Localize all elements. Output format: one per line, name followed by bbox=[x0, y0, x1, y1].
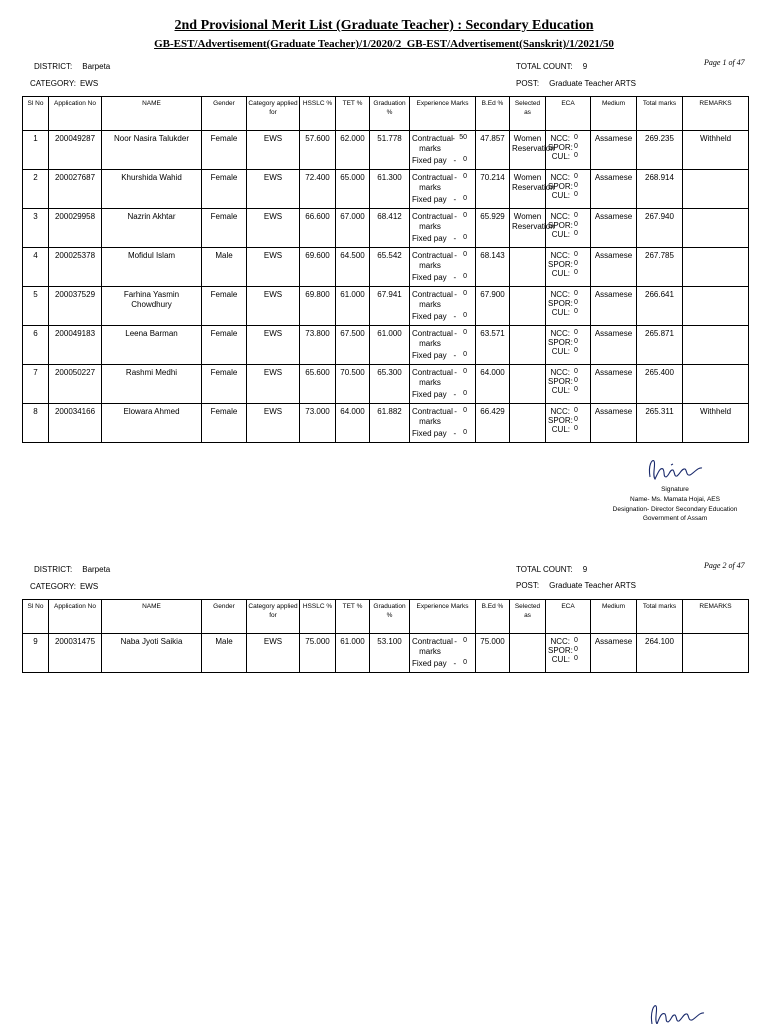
selected-as bbox=[510, 365, 546, 404]
experience-marks: Contractual marks - 0 Fixed pay - 0 bbox=[410, 248, 476, 287]
selected-as bbox=[510, 326, 546, 365]
hsslc-percent: 65.600 bbox=[300, 365, 336, 404]
application-number: 200049183 bbox=[49, 326, 102, 365]
spor-value: 0 bbox=[574, 143, 578, 151]
medium: Assamese bbox=[591, 634, 637, 673]
medium: Assamese bbox=[591, 248, 637, 287]
ncc-label: NCC: bbox=[550, 407, 570, 416]
gender: Female bbox=[202, 209, 247, 248]
experience-marks: Contractual marks - 0 Fixed pay - 0 bbox=[410, 170, 476, 209]
column-header: Total marks bbox=[637, 97, 683, 131]
medium: Assamese bbox=[591, 287, 637, 326]
contractual-value: 50 bbox=[459, 134, 467, 141]
bed-percent: 65.929 bbox=[476, 209, 510, 248]
category-line-p2: CATEGORY: EWS bbox=[30, 582, 99, 591]
hsslc-percent: 73.000 bbox=[300, 404, 336, 443]
spor-label: SPOR: bbox=[548, 143, 573, 153]
bed-percent: 67.900 bbox=[476, 287, 510, 326]
page-number-p1: Page 1 of 47 bbox=[704, 58, 745, 67]
signatory-name: Name- Ms. Mamata Hojai, AES bbox=[630, 495, 720, 503]
remarks bbox=[683, 365, 749, 404]
cul-value: 0 bbox=[574, 191, 578, 199]
ncc-label: NCC: bbox=[550, 173, 570, 182]
fixed-pay-value: 0 bbox=[463, 312, 467, 319]
experience-marks: Contractual marks - 0 Fixed pay - 0 bbox=[410, 634, 476, 673]
bed-percent: 64.000 bbox=[476, 365, 510, 404]
district-line-p1: DISTRICT: Barpeta bbox=[34, 62, 111, 71]
column-header: TET % bbox=[336, 97, 370, 131]
fixed-pay-label: Fixed pay bbox=[412, 659, 447, 668]
column-header: Application No bbox=[49, 600, 102, 634]
column-header: Sl No bbox=[23, 97, 49, 131]
contractual-label: Contractual marks bbox=[412, 329, 453, 348]
eca-marks bbox=[546, 131, 591, 170]
application-number: 200031475 bbox=[49, 634, 102, 673]
signatory-designation: Designation- Director Secondary Education bbox=[612, 505, 738, 513]
selected-as bbox=[510, 404, 546, 443]
total-marks: 265.871 bbox=[637, 326, 683, 365]
column-header: TET % bbox=[336, 600, 370, 634]
spor-value: 0 bbox=[574, 338, 578, 346]
ncc-value: 0 bbox=[574, 407, 578, 414]
spor-value: 0 bbox=[574, 377, 578, 385]
cul-label: CUL: bbox=[551, 347, 570, 357]
category: EWS bbox=[247, 170, 300, 209]
ncc-label: NCC: bbox=[550, 251, 570, 260]
spor-value: 0 bbox=[574, 416, 578, 424]
hsslc-percent: 75.000 bbox=[300, 634, 336, 673]
table-row bbox=[23, 404, 749, 443]
merit-table-page1 bbox=[22, 96, 749, 443]
gender: Female bbox=[202, 326, 247, 365]
serial-number: 2 bbox=[23, 170, 49, 209]
serial-number: 8 bbox=[23, 404, 49, 443]
column-header: REMARKS bbox=[683, 97, 749, 131]
total-marks: 266.641 bbox=[637, 287, 683, 326]
candidate-name: Farhina Yasmin Chowdhury bbox=[102, 287, 202, 326]
category: EWS bbox=[247, 404, 300, 443]
application-number: 200050227 bbox=[49, 365, 102, 404]
fixed-pay-label: Fixed pay bbox=[412, 312, 447, 321]
column-header: Graduation % bbox=[370, 97, 410, 131]
medium: Assamese bbox=[591, 404, 637, 443]
graduation-percent: 65.542 bbox=[370, 248, 410, 287]
column-header: Selected as bbox=[510, 97, 546, 131]
cul-label: CUL: bbox=[551, 269, 570, 279]
contractual-value: 0 bbox=[463, 212, 467, 219]
fixed-pay-label: Fixed pay bbox=[412, 234, 447, 243]
column-header: Gender bbox=[202, 600, 247, 634]
table-row bbox=[23, 287, 749, 326]
ncc-value: 0 bbox=[574, 368, 578, 375]
selected-as: Women Reservation bbox=[510, 170, 546, 209]
fixed-pay-value: 0 bbox=[463, 390, 467, 397]
candidate-name: Khurshida Wahid bbox=[102, 170, 202, 209]
ncc-value: 0 bbox=[574, 329, 578, 336]
candidate-name: Naba Jyoti Saikia bbox=[102, 634, 202, 673]
cul-value: 0 bbox=[574, 425, 578, 433]
selected-as bbox=[510, 287, 546, 326]
candidate-name: Elowara Ahmed bbox=[102, 404, 202, 443]
application-number: 200037529 bbox=[49, 287, 102, 326]
medium: Assamese bbox=[591, 365, 637, 404]
gender: Male bbox=[202, 248, 247, 287]
eca-marks bbox=[546, 248, 591, 287]
candidate-name: Noor Nasira Talukder bbox=[102, 131, 202, 170]
signature-label: Signature bbox=[661, 486, 689, 493]
graduation-percent: 65.300 bbox=[370, 365, 410, 404]
candidate-name: Nazrin Akhtar bbox=[102, 209, 202, 248]
spor-value: 0 bbox=[574, 646, 578, 654]
total-marks: 264.100 bbox=[637, 634, 683, 673]
bed-percent: 66.429 bbox=[476, 404, 510, 443]
table-row bbox=[23, 170, 749, 209]
gender: Female bbox=[202, 365, 247, 404]
remarks bbox=[683, 170, 749, 209]
column-header: Gender bbox=[202, 97, 247, 131]
eca-marks bbox=[546, 209, 591, 248]
spor-label: SPOR: bbox=[548, 299, 573, 309]
remarks bbox=[683, 287, 749, 326]
cul-value: 0 bbox=[574, 269, 578, 277]
graduation-percent: 61.882 bbox=[370, 404, 410, 443]
tet-percent: 64.000 bbox=[336, 404, 370, 443]
category: EWS bbox=[247, 326, 300, 365]
column-header: Experience Marks bbox=[410, 600, 476, 634]
eca-marks bbox=[546, 404, 591, 443]
cul-label: CUL: bbox=[551, 191, 570, 201]
column-header: Category applied for bbox=[247, 600, 300, 634]
contractual-value: 0 bbox=[463, 368, 467, 375]
remarks bbox=[683, 248, 749, 287]
column-header: HSSLC % bbox=[300, 600, 336, 634]
column-header: Sl No bbox=[23, 600, 49, 634]
tet-percent: 65.000 bbox=[336, 170, 370, 209]
hsslc-percent: 72.400 bbox=[300, 170, 336, 209]
hsslc-percent: 69.600 bbox=[300, 248, 336, 287]
ncc-value: 0 bbox=[574, 173, 578, 180]
hsslc-percent: 57.600 bbox=[300, 131, 336, 170]
remarks bbox=[683, 634, 749, 673]
application-number: 200025378 bbox=[49, 248, 102, 287]
bed-percent: 63.571 bbox=[476, 326, 510, 365]
cul-value: 0 bbox=[574, 230, 578, 238]
column-header: Graduation % bbox=[370, 600, 410, 634]
application-number: 200034166 bbox=[49, 404, 102, 443]
fixed-pay-value: 0 bbox=[463, 351, 467, 358]
fixed-pay-value: 0 bbox=[463, 195, 467, 202]
candidate-name: Mofidul Islam bbox=[102, 248, 202, 287]
total-count-p2: TOTAL COUNT: 9 bbox=[516, 565, 588, 574]
ncc-value: 0 bbox=[574, 251, 578, 258]
cul-label: CUL: bbox=[551, 152, 570, 162]
selected-as: Women Reservation bbox=[510, 209, 546, 248]
tet-percent: 64.500 bbox=[336, 248, 370, 287]
hsslc-percent: 73.800 bbox=[300, 326, 336, 365]
category: EWS bbox=[247, 634, 300, 673]
gender: Female bbox=[202, 170, 247, 209]
cul-label: CUL: bbox=[551, 386, 570, 396]
cul-value: 0 bbox=[574, 308, 578, 316]
column-header: B.Ed % bbox=[476, 600, 510, 634]
total-marks: 267.785 bbox=[637, 248, 683, 287]
candidate-name: Leena Barman bbox=[102, 326, 202, 365]
category: EWS bbox=[247, 287, 300, 326]
selected-as bbox=[510, 248, 546, 287]
contractual-label: Contractual marks bbox=[412, 134, 453, 153]
fixed-pay-value: 0 bbox=[463, 234, 467, 241]
table-row bbox=[23, 634, 749, 673]
advertisement-reference: GB-EST/Advertisement(Graduate Teacher)/1/2020/2_GB-EST/Advertisement(Sanskrit)/1/2021/50 bbox=[154, 38, 614, 50]
contractual-value: 0 bbox=[463, 407, 467, 414]
column-header: ECA bbox=[546, 600, 591, 634]
category: EWS bbox=[247, 365, 300, 404]
merit-list-title: 2nd Provisional Merit List (Graduate Teacher) : Secondary Education bbox=[174, 18, 594, 33]
bed-percent: 47.857 bbox=[476, 131, 510, 170]
experience-marks: Contractual marks - 0 Fixed pay - 0 bbox=[410, 404, 476, 443]
cul-value: 0 bbox=[574, 655, 578, 663]
spor-value: 0 bbox=[574, 221, 578, 229]
ncc-value: 0 bbox=[574, 637, 578, 644]
column-header: Category applied for bbox=[247, 97, 300, 131]
spor-label: SPOR: bbox=[548, 260, 573, 270]
tet-percent: 62.000 bbox=[336, 131, 370, 170]
experience-marks: Contractual marks - 0 Fixed pay - 0 bbox=[410, 365, 476, 404]
column-header: Selected as bbox=[510, 600, 546, 634]
contractual-label: Contractual marks bbox=[412, 251, 453, 270]
bed-percent: 70.214 bbox=[476, 170, 510, 209]
signatory-organization: Government of Assam bbox=[642, 515, 708, 523]
fixed-pay-label: Fixed pay bbox=[412, 390, 447, 399]
graduation-percent: 53.100 bbox=[370, 634, 410, 673]
experience-marks: Contractual marks - 0 Fixed pay - 0 bbox=[410, 287, 476, 326]
contractual-label: Contractual marks bbox=[412, 637, 453, 656]
medium: Assamese bbox=[591, 131, 637, 170]
fixed-pay-label: Fixed pay bbox=[412, 195, 447, 204]
total-marks: 267.940 bbox=[637, 209, 683, 248]
cul-label: CUL: bbox=[551, 425, 570, 435]
serial-number: 6 bbox=[23, 326, 49, 365]
merit-table-page2 bbox=[22, 599, 749, 673]
cul-label: CUL: bbox=[551, 308, 570, 318]
spor-value: 0 bbox=[574, 182, 578, 190]
signature-mark-bottom-icon bbox=[640, 996, 720, 1024]
total-marks: 265.311 bbox=[637, 404, 683, 443]
contractual-value: 0 bbox=[463, 251, 467, 258]
post-line-p1: POST: Graduate Teacher ARTS bbox=[516, 79, 636, 88]
total-marks: 268.914 bbox=[637, 170, 683, 209]
remarks bbox=[683, 326, 749, 365]
spor-label: SPOR: bbox=[548, 646, 573, 656]
cul-value: 0 bbox=[574, 152, 578, 160]
serial-number: 9 bbox=[23, 634, 49, 673]
cul-label: CUL: bbox=[551, 655, 570, 665]
serial-number: 5 bbox=[23, 287, 49, 326]
signature-block bbox=[590, 455, 760, 524]
signature-mark-icon bbox=[630, 455, 720, 485]
bed-percent: 75.000 bbox=[476, 634, 510, 673]
tet-percent: 67.500 bbox=[336, 326, 370, 365]
column-header: Total marks bbox=[637, 600, 683, 634]
column-header: NAME bbox=[102, 600, 202, 634]
contractual-label: Contractual marks bbox=[412, 212, 453, 231]
cul-label: CUL: bbox=[551, 230, 570, 240]
ncc-label: NCC: bbox=[550, 134, 570, 143]
table-row bbox=[23, 248, 749, 287]
table-row bbox=[23, 365, 749, 404]
fixed-pay-value: 0 bbox=[463, 273, 467, 280]
column-header: Medium bbox=[591, 97, 637, 131]
spor-label: SPOR: bbox=[548, 377, 573, 387]
remarks: Withheld bbox=[683, 131, 749, 170]
application-number: 200029958 bbox=[49, 209, 102, 248]
table-row bbox=[23, 326, 749, 365]
selected-as: Women Reservation bbox=[510, 131, 546, 170]
category-line-p1: CATEGORY: EWS bbox=[30, 79, 99, 88]
ncc-value: 0 bbox=[574, 212, 578, 219]
eca-marks bbox=[546, 326, 591, 365]
eca-marks bbox=[546, 170, 591, 209]
eca-marks bbox=[546, 634, 591, 673]
contractual-label: Contractual marks bbox=[412, 407, 453, 426]
column-header: REMARKS bbox=[683, 600, 749, 634]
total-marks: 269.235 bbox=[637, 131, 683, 170]
remarks bbox=[683, 209, 749, 248]
column-header: Experience Marks bbox=[410, 97, 476, 131]
ncc-label: NCC: bbox=[550, 290, 570, 299]
graduation-percent: 61.300 bbox=[370, 170, 410, 209]
spor-value: 0 bbox=[574, 260, 578, 268]
eca-marks bbox=[546, 287, 591, 326]
bed-percent: 68.143 bbox=[476, 248, 510, 287]
eca-marks bbox=[546, 365, 591, 404]
column-header: NAME bbox=[102, 97, 202, 131]
ncc-label: NCC: bbox=[550, 212, 570, 221]
tet-percent: 70.500 bbox=[336, 365, 370, 404]
serial-number: 3 bbox=[23, 209, 49, 248]
graduation-percent: 51.778 bbox=[370, 131, 410, 170]
fixed-pay-value: 0 bbox=[463, 156, 467, 163]
selected-as bbox=[510, 634, 546, 673]
contractual-value: 0 bbox=[463, 173, 467, 180]
category: EWS bbox=[247, 248, 300, 287]
tet-percent: 61.000 bbox=[336, 287, 370, 326]
contractual-label: Contractual marks bbox=[412, 290, 453, 309]
contractual-value: 0 bbox=[463, 329, 467, 336]
cul-value: 0 bbox=[574, 347, 578, 355]
contractual-value: 0 bbox=[463, 637, 467, 644]
contractual-label: Contractual marks bbox=[412, 173, 453, 192]
tet-percent: 67.000 bbox=[336, 209, 370, 248]
hsslc-percent: 69.800 bbox=[300, 287, 336, 326]
fixed-pay-label: Fixed pay bbox=[412, 156, 447, 165]
cul-value: 0 bbox=[574, 386, 578, 394]
candidate-name: Rashmi Medhi bbox=[102, 365, 202, 404]
spor-label: SPOR: bbox=[548, 182, 573, 192]
fixed-pay-value: 0 bbox=[463, 659, 467, 666]
remarks: Withheld bbox=[683, 404, 749, 443]
ncc-label: NCC: bbox=[550, 368, 570, 377]
gender: Female bbox=[202, 287, 247, 326]
serial-number: 4 bbox=[23, 248, 49, 287]
contractual-label: Contractual marks bbox=[412, 368, 453, 387]
column-header: Application No bbox=[49, 97, 102, 131]
district-line-p2: DISTRICT: Barpeta bbox=[34, 565, 111, 574]
spor-value: 0 bbox=[574, 299, 578, 307]
hsslc-percent: 66.600 bbox=[300, 209, 336, 248]
column-header: HSSLC % bbox=[300, 97, 336, 131]
category: EWS bbox=[247, 209, 300, 248]
spor-label: SPOR: bbox=[548, 221, 573, 231]
graduation-percent: 61.000 bbox=[370, 326, 410, 365]
total-marks: 265.400 bbox=[637, 365, 683, 404]
page-number-p2: Page 2 of 47 bbox=[704, 561, 745, 570]
total-count-p1: TOTAL COUNT: 9 bbox=[516, 62, 588, 71]
spor-label: SPOR: bbox=[548, 416, 573, 426]
column-header: Medium bbox=[591, 600, 637, 634]
medium: Assamese bbox=[591, 326, 637, 365]
column-header: ECA bbox=[546, 97, 591, 131]
table-row bbox=[23, 209, 749, 248]
ncc-value: 0 bbox=[574, 290, 578, 297]
medium: Assamese bbox=[591, 170, 637, 209]
gender: Male bbox=[202, 634, 247, 673]
fixed-pay-label: Fixed pay bbox=[412, 273, 447, 282]
column-header: B.Ed % bbox=[476, 97, 510, 131]
medium: Assamese bbox=[591, 209, 637, 248]
spor-label: SPOR: bbox=[548, 338, 573, 348]
ncc-value: 0 bbox=[574, 134, 578, 141]
serial-number: 7 bbox=[23, 365, 49, 404]
fixed-pay-label: Fixed pay bbox=[412, 351, 447, 360]
experience-marks: Contractual marks - 0 Fixed pay - 0 bbox=[410, 326, 476, 365]
serial-number: 1 bbox=[23, 131, 49, 170]
table-row bbox=[23, 131, 749, 170]
fixed-pay-label: Fixed pay bbox=[412, 429, 447, 438]
application-number: 200049287 bbox=[49, 131, 102, 170]
post-line-p2: POST: Graduate Teacher ARTS bbox=[516, 581, 636, 590]
ncc-label: NCC: bbox=[550, 637, 570, 646]
fixed-pay-value: 0 bbox=[463, 429, 467, 436]
tet-percent: 61.000 bbox=[336, 634, 370, 673]
ncc-label: NCC: bbox=[550, 329, 570, 338]
experience-marks: Contractual marks - 50 Fixed pay - 0 bbox=[410, 131, 476, 170]
application-number: 200027687 bbox=[49, 170, 102, 209]
graduation-percent: 68.412 bbox=[370, 209, 410, 248]
category: EWS bbox=[247, 131, 300, 170]
gender: Female bbox=[202, 404, 247, 443]
graduation-percent: 67.941 bbox=[370, 287, 410, 326]
contractual-value: 0 bbox=[463, 290, 467, 297]
experience-marks: Contractual marks - 0 Fixed pay - 0 bbox=[410, 209, 476, 248]
gender: Female bbox=[202, 131, 247, 170]
